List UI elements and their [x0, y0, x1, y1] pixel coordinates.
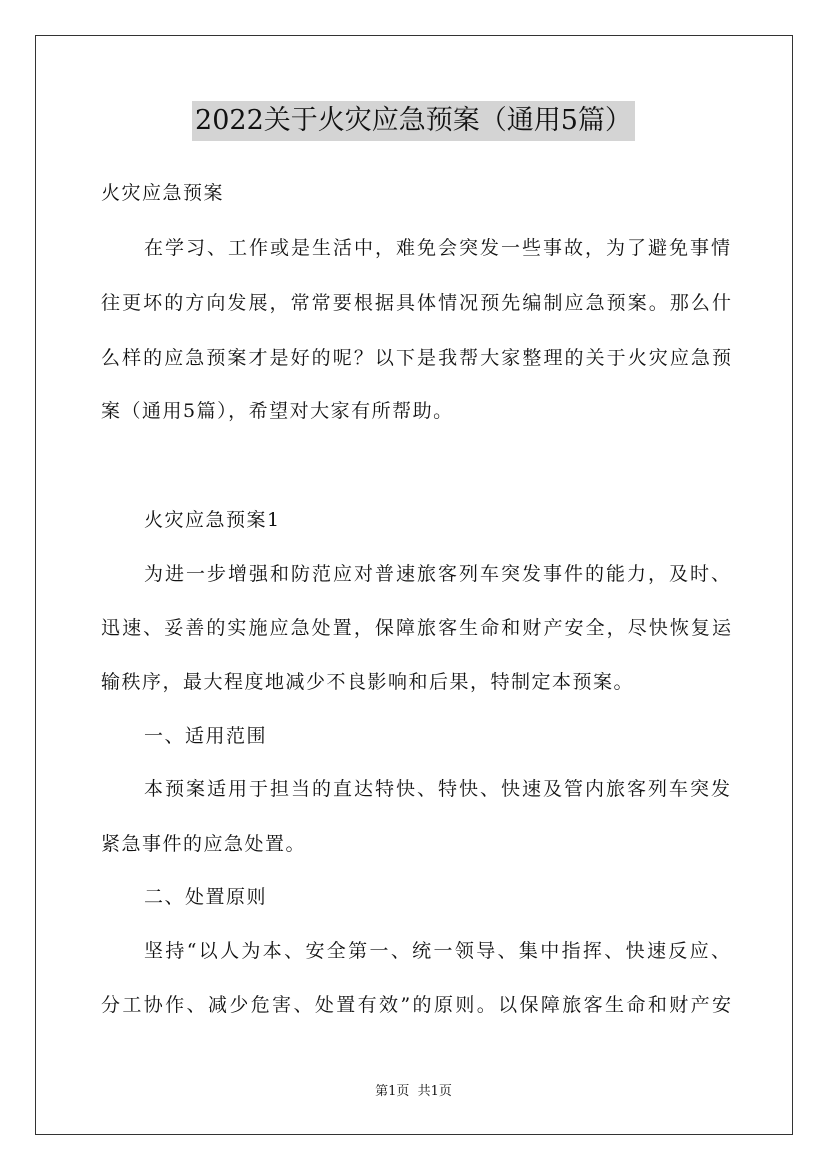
scope-heading: 一、适用范围 [144, 725, 268, 747]
principle-heading: 二、处置原则 [144, 886, 268, 908]
document-title-text: 2022关于火灾应急预案（通用5篇） [192, 101, 635, 141]
intro-line-2: 往更坏的方向发展，常常要根据具体情况预先编制应急预案。那么什 [101, 292, 731, 314]
section1-line-2: 迅速、妥善的实施应急处置，保障旅客生命和财产安全，尽快恢复运 [101, 617, 731, 639]
section1-line-1: 为进一步增强和防范应对普速旅客列车突发事件的能力，及时、 [144, 563, 730, 585]
scope-line-2: 紧急事件的应急处置。 [101, 833, 307, 855]
section1-line-3: 输秩序，最大程度地减少不良影响和后果，特制定本预案。 [101, 671, 635, 693]
page-footer: 第1页 共1页 [375, 1084, 452, 1099]
document-title [0, 101, 827, 141]
section1-title: 火灾应急预案1 [144, 509, 281, 531]
intro-line-1: 在学习、工作或是生活中，难免会突发一些事故，为了避免事情 [144, 237, 730, 259]
principle-line-2: 分工协作、减少危害、处置有效”的原则。以保障旅客生命和财产安 [101, 994, 731, 1016]
intro-line-3: 么样的应急预案才是好的呢？以下是我帮大家整理的关于火灾应急预 [101, 347, 731, 369]
scope-line-1: 本预案适用于担当的直达特快、特快、快速及管内旅客列车突发 [144, 778, 730, 800]
document-heading: 火灾应急预案 [101, 182, 225, 204]
principle-line-1: 坚持“以人为本、安全第一、统一领导、集中指挥、快速反应、 [144, 940, 730, 962]
intro-line-4: 案（通用5篇），希望对大家有所帮助。 [101, 400, 454, 422]
